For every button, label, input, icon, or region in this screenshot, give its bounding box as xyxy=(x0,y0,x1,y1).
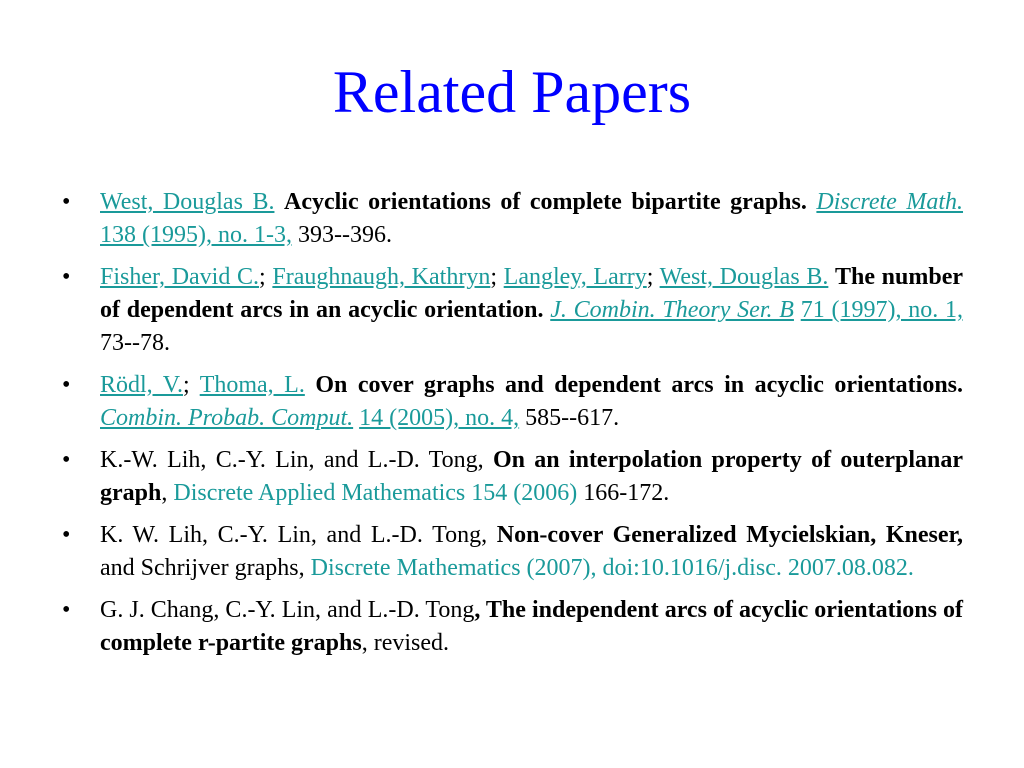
journal-text: Discrete Applied Mathematics 154 (2006) xyxy=(173,480,578,506)
bullet-icon: • xyxy=(62,597,71,623)
volume-link[interactable]: 14 (2005), no. 4, xyxy=(359,405,520,431)
journal-link[interactable]: J. Combin. Theory Ser. B xyxy=(550,297,794,323)
volume-link[interactable]: 138 (1995), no. 1-3, xyxy=(100,222,292,248)
paper-title: On cover graphs and dependent arcs in acyclic orientations. xyxy=(315,372,964,398)
paper-title: Acyclic orientations of complete bipartite graphs. xyxy=(283,189,807,215)
reference-list xyxy=(62,186,963,669)
plain-text: and Schrijver graphs, xyxy=(100,555,305,581)
separator: , xyxy=(161,480,168,506)
reference-item xyxy=(62,186,963,252)
author-link[interactable]: Fisher, David C. xyxy=(100,264,260,290)
pages: 73--78. xyxy=(100,330,170,356)
separator: ; xyxy=(259,264,266,290)
paper-title: The number of dependent arcs in an acyclic orientation. xyxy=(100,264,964,323)
separator: ; xyxy=(646,264,654,290)
reference-item xyxy=(62,444,963,510)
author-link[interactable]: Rödl, V. xyxy=(100,372,183,398)
separator: ; xyxy=(490,264,497,290)
pages: 166-172. xyxy=(583,480,670,506)
separator: ; xyxy=(182,372,190,398)
authors-text: G. J. Chang, C.-Y. Lin, and L.-D. Tong xyxy=(100,597,475,623)
pages: 393--396. xyxy=(297,222,392,248)
tail-text: , revised. xyxy=(361,630,450,656)
journal-text: Discrete Mathematics (2007), doi:10.1016/j.disc. 2007.08.082. xyxy=(310,555,914,581)
authors-text: K. W. Lih, C.-Y. Lin, and L.-D. Tong, xyxy=(100,522,488,548)
author-link[interactable]: West, Douglas B. xyxy=(659,264,829,290)
bullet-icon: • xyxy=(62,522,71,548)
author-link[interactable]: Fraughnaugh, Kathryn xyxy=(272,264,491,290)
pages: 585--617. xyxy=(525,405,620,431)
author-link[interactable]: West, Douglas B. xyxy=(100,189,275,215)
volume-link[interactable]: 71 (1997), no. 1, xyxy=(800,297,963,323)
reference-item xyxy=(62,369,963,435)
bullet-icon: • xyxy=(62,372,71,398)
bullet-icon: • xyxy=(62,447,71,473)
journal-link[interactable]: Discrete Math. xyxy=(816,189,964,215)
bullet-icon: • xyxy=(62,189,71,215)
authors-text: K.-W. Lih, C.-Y. Lin, and L.-D. Tong, xyxy=(100,447,484,473)
journal-link[interactable]: Combin. Probab. Comput. xyxy=(100,405,354,431)
page-title: Related Papers xyxy=(332,59,692,125)
author-link[interactable]: Thoma, L. xyxy=(199,372,305,398)
author-link[interactable]: Langley, Larry xyxy=(503,264,647,290)
paper-title: Non-cover Generalized Mycielskian, Kneser, xyxy=(496,522,964,548)
reference-item xyxy=(62,519,963,585)
paper-title: , The independent arcs of acyclic orientations of complete r-partite graphs xyxy=(100,597,963,656)
reference-item xyxy=(62,594,963,660)
reference-item xyxy=(62,261,963,360)
bullet-icon: • xyxy=(62,264,71,290)
paper-title: On an interpolation property of outerplanar graph xyxy=(100,447,964,506)
